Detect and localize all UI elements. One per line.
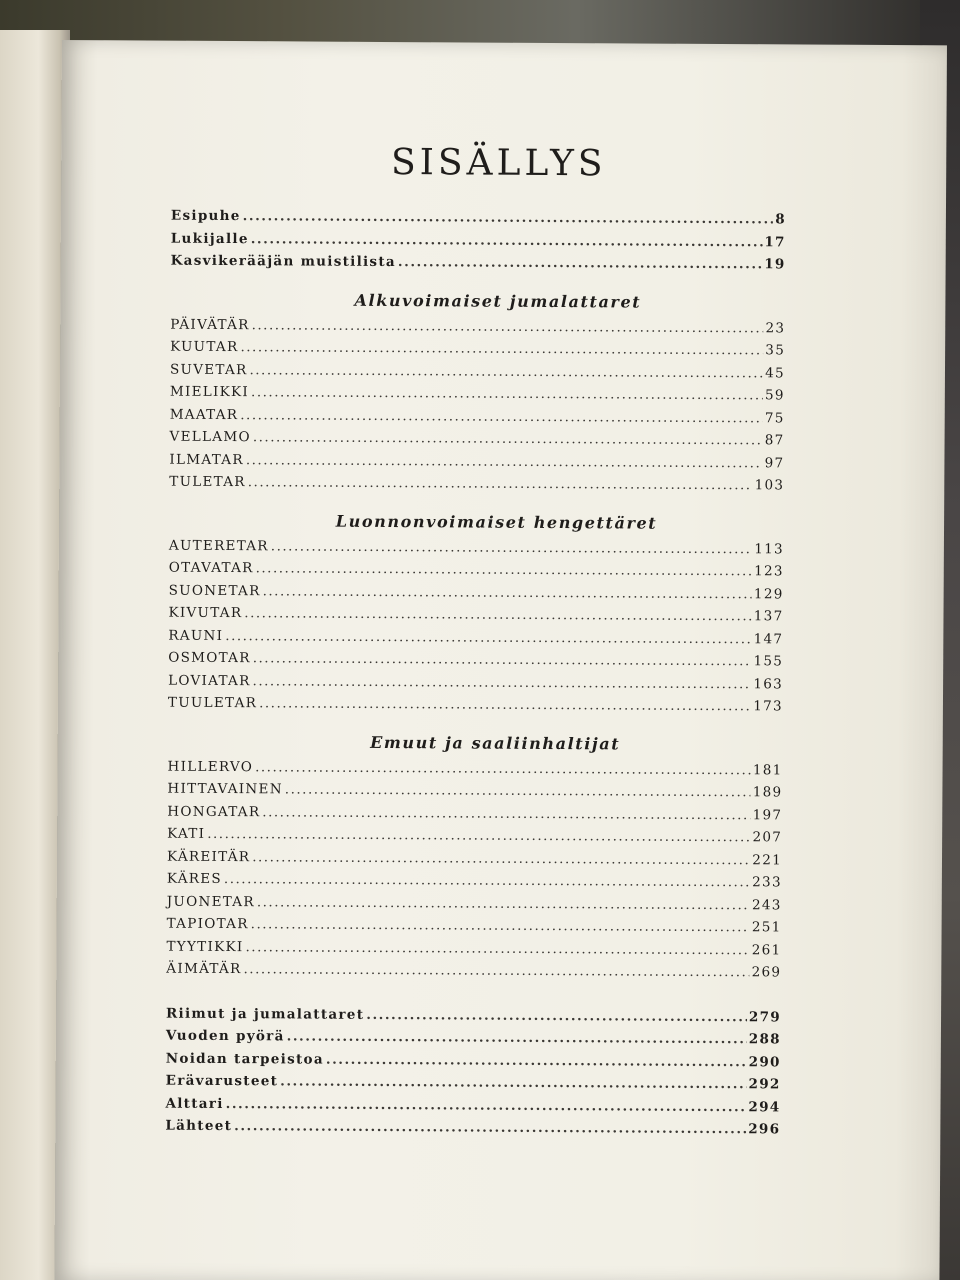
entry-page: 23	[765, 319, 786, 336]
entry-page: 189	[752, 784, 783, 801]
entry-label: VELLAMO	[169, 428, 251, 446]
leader-dots	[326, 1051, 747, 1070]
leader-dots	[285, 781, 751, 800]
entry-page: 288	[748, 1031, 781, 1048]
entry-page: 163	[753, 675, 784, 692]
entry-page: 173	[753, 698, 783, 715]
leader-dots	[263, 583, 752, 602]
entry-label: Esipuhe	[170, 207, 241, 225]
entry-page: 296	[748, 1121, 781, 1138]
leader-dots	[366, 1006, 747, 1024]
leader-dots	[287, 1028, 747, 1047]
intro-group	[171, 208, 786, 279]
entry-page: 129	[753, 585, 784, 602]
entry-label: Lähteet	[165, 1117, 233, 1135]
leader-dots	[248, 474, 753, 493]
leader-dots	[224, 871, 750, 890]
entry-page: 17	[764, 233, 786, 250]
leader-dots	[245, 939, 749, 958]
leader-dots	[259, 695, 751, 714]
entry-label: ÄIMÄTÄR	[166, 960, 242, 978]
entry-page: 8	[775, 211, 786, 228]
leader-dots	[225, 628, 751, 647]
entry-page: 251	[751, 919, 782, 936]
entry-page: 123	[754, 563, 784, 580]
entry-label: KÄREITÄR	[166, 848, 251, 865]
entry-label: HONGATAR	[167, 803, 261, 820]
entry-label: MIELIKKI	[169, 383, 250, 401]
entry-label: SUONETAR	[168, 582, 261, 599]
entry-page: 207	[752, 829, 783, 846]
entry-label: KUUTAR	[170, 338, 239, 356]
entry-label: Kasvikerääjän muistilista	[170, 252, 396, 271]
entry-label: Noidan tarpeistoa	[165, 1050, 324, 1068]
leader-dots	[240, 407, 763, 426]
section-entries	[169, 316, 785, 500]
entry-label: LOVIATAR	[168, 672, 251, 689]
entry-page: 113	[754, 540, 784, 557]
leader-dots	[271, 538, 753, 557]
leader-dots	[207, 826, 750, 845]
entry-label: KATI	[167, 825, 206, 842]
leader-dots	[243, 208, 774, 227]
book-page	[54, 40, 947, 1280]
appendix-group	[165, 1005, 781, 1144]
entry-page: 35	[765, 342, 786, 359]
section-heading: Emuut ja saaliinhaltijat	[370, 732, 621, 753]
table-of-contents	[165, 141, 786, 1144]
leader-dots	[251, 916, 750, 935]
entry-label: OSMOTAR	[168, 649, 251, 667]
entry-page: 221	[752, 851, 783, 868]
section-entries	[168, 537, 784, 721]
entry-page: 103	[754, 477, 785, 494]
entry-label: RAUNI	[168, 627, 224, 644]
toc-entry	[165, 1118, 780, 1144]
leader-dots	[253, 650, 752, 669]
entry-page: 279	[748, 1008, 782, 1025]
leader-dots	[262, 804, 750, 823]
entry-page: 290	[748, 1053, 781, 1070]
entry-label: PÄIVÄTÄR	[170, 316, 250, 333]
entry-label: TYYTIKKI	[166, 938, 244, 955]
entry-page: 147	[753, 630, 784, 647]
entry-label: KIVUTAR	[168, 604, 243, 622]
entry-label: ILMATAR	[169, 451, 244, 468]
leader-dots	[240, 339, 763, 358]
entry-label: Lukijalle	[170, 230, 249, 247]
toc-entry	[171, 253, 786, 279]
page-title: SISÄLLYS	[390, 142, 607, 185]
entry-label: Alttari	[165, 1095, 224, 1112]
entry-label: TUULETAR	[167, 694, 258, 712]
entry-page: 261	[751, 941, 782, 958]
section-entries	[166, 758, 782, 987]
toc-entry	[168, 695, 783, 721]
entry-page: 75	[764, 409, 785, 426]
leader-dots	[244, 605, 752, 624]
leader-dots	[251, 384, 763, 403]
leader-dots	[257, 894, 750, 913]
entry-page: 294	[748, 1098, 781, 1115]
leader-dots	[252, 317, 764, 336]
entry-label: JUONETAR	[166, 893, 255, 910]
leader-dots	[226, 1096, 747, 1115]
entry-label: SUVETAR	[169, 361, 248, 378]
entry-page: 97	[764, 454, 785, 471]
entry-page: 137	[753, 608, 784, 625]
entry-label: OTAVATAR	[168, 559, 254, 577]
leader-dots	[252, 849, 750, 868]
entry-page: 243	[752, 896, 782, 913]
entry-page: 292	[748, 1076, 781, 1093]
entry-label: HITTAVAINEN	[167, 780, 283, 798]
entry-label: AUTERETAR	[168, 537, 269, 554]
entry-page: 197	[752, 806, 783, 823]
entry-page: 45	[765, 364, 786, 381]
toc-entry	[169, 474, 784, 500]
entry-page: 59	[765, 387, 785, 404]
leader-dots	[243, 961, 749, 980]
entry-page: 233	[752, 874, 782, 891]
entry-label: TULETAR	[169, 473, 246, 491]
entry-label: HILLERVO	[167, 758, 254, 775]
entry-page: 269	[751, 964, 782, 981]
entry-page: 19	[764, 256, 786, 273]
entry-label: TAPIOTAR	[166, 915, 249, 933]
entry-label: MAATAR	[169, 406, 239, 423]
leader-dots	[280, 1073, 746, 1092]
entry-label: Erävarusteet	[165, 1072, 279, 1090]
entry-label: Riimut ja jumalattaret	[166, 1005, 365, 1023]
entry-label: Vuoden pyörä	[165, 1027, 285, 1045]
leader-dots	[253, 673, 752, 692]
leader-dots	[398, 254, 762, 272]
section-heading: Luonnonvoimaiset hengettäret	[335, 511, 658, 533]
leader-dots	[249, 362, 763, 381]
leader-dots	[251, 231, 763, 250]
leader-dots	[234, 1118, 746, 1137]
entry-page: 155	[753, 653, 784, 670]
leader-dots	[256, 560, 753, 579]
leader-dots	[255, 759, 751, 778]
leader-dots	[253, 429, 763, 448]
section-heading: Alkuvoimaiset jumalattaret	[354, 290, 642, 312]
leader-dots	[246, 452, 763, 471]
entry-page: 181	[752, 761, 783, 778]
entry-page: 87	[764, 432, 785, 449]
entry-label: KÄRES	[166, 870, 222, 887]
